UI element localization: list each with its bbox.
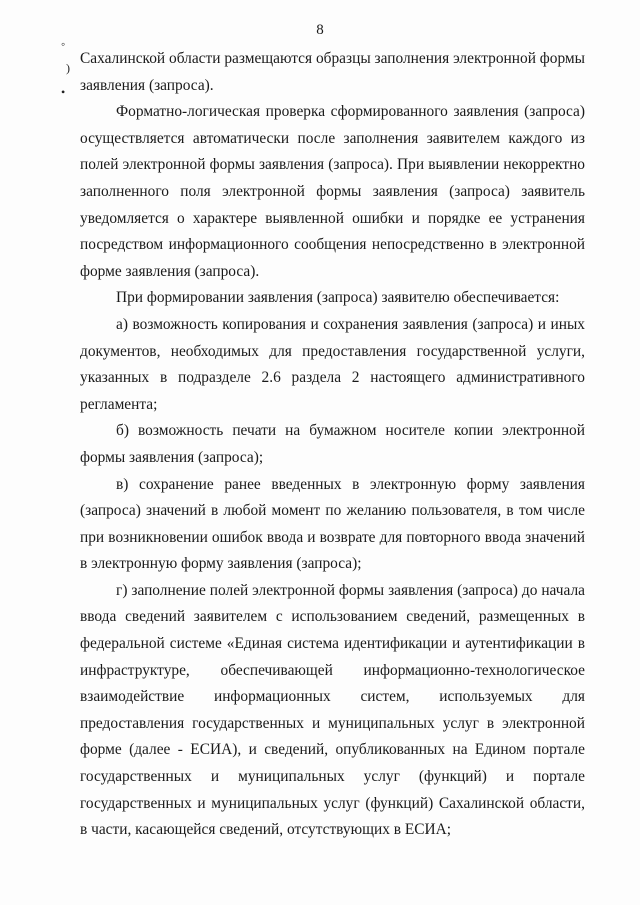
list-item-a: а) возможность копирования и сохранения заявления (запроса) и иных документов, необходимых для предоставления государственной услуги, указанных в подразделе 2.6 раздела 2 настоящего административного регламента; <box>80 315 585 413</box>
binding-mark: ◦ <box>61 37 66 51</box>
paragraph: Сахалинской области размещаются образцы заполнения электронной формы заявления (запроса). <box>80 50 585 94</box>
paragraph: При формировании заявления (запроса) заявителю обеспечивается: <box>116 289 560 307</box>
list-item-v: в) сохранение ранее введенных в электронную форму заявления (запроса) значений в любой момент по желанию пользователя, в том числе при возникновении ошибок ввода и возврате для повторного ввода значений в электронную форму заявления (запроса); <box>80 475 585 573</box>
list-item-g: г) заполнение полей электронной формы заявления (запроса) до начала ввода сведений заявителем с использованием сведений, размещенных в федеральной системе «Единая система идентификации и аутентификации в инфраструктуре, обеспечивающей информационно-технологическое взаимодействие информационных систем, используемых для предоставления государственных и муниципальных услуг в электронной форме (далее - ЕСИА), и сведений, опубликованных на Едином портале государственных и муниципальных услуг (функций) и портале государственных и муниципальных услуг (функций) Сахалинской области, в части, касающейся сведений, отсутствующих в ЕСИА; <box>80 581 585 839</box>
binding-mark: ) <box>66 61 70 75</box>
document-body <box>80 46 585 844</box>
binding-mark: • <box>61 85 66 99</box>
page-number: 8 <box>316 22 324 38</box>
list-item-b: б) возможность печати на бумажном носителе копии электронной формы заявления (запроса); <box>80 422 585 466</box>
paragraph: Форматно-логическая проверка сформированного заявления (запроса) осуществляется автоматически после заполнения заявителем каждого из полей электронной формы заявления (запроса). При выявлении некорректно заполненного поля электронной формы заявления (запроса) заявитель уведомляется о характере выявленной ошибки и порядке ее устранения посредством информационного сообщения непосредственно в электронной форме заявления (запроса). <box>80 103 585 280</box>
